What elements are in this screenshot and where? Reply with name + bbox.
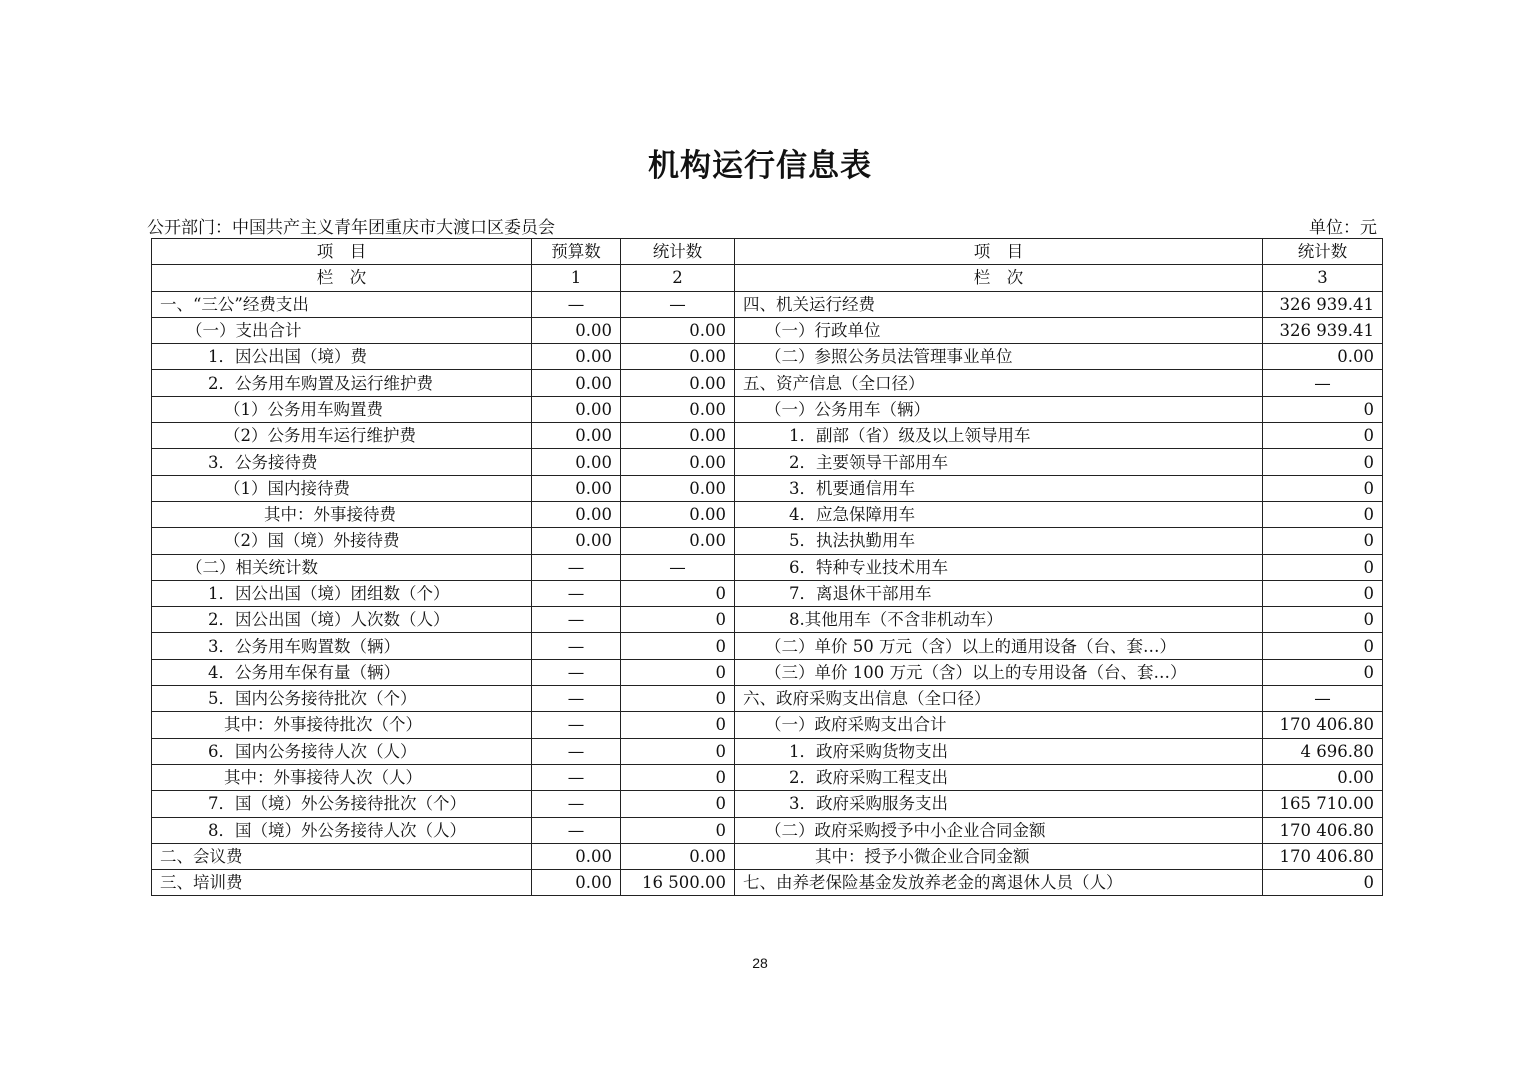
budget-value: 0.00 xyxy=(532,528,621,554)
left-item: （二）相关统计数 xyxy=(152,554,532,580)
right-item: 6．特种专业技术用车 xyxy=(735,554,1263,580)
budget-value: 0.00 xyxy=(532,423,621,449)
right-item: 五、资产信息（全口径） xyxy=(735,370,1263,396)
header-item-right: 项 目 xyxy=(735,239,1263,265)
budget-value: — xyxy=(532,554,621,580)
right-item: （二）政府采购授予中小企业合同金额 xyxy=(735,817,1263,843)
column-label-right: 栏 次 xyxy=(735,265,1263,291)
stat-value: 0 xyxy=(621,738,735,764)
right-item: 其中：授予小微企业合同金额 xyxy=(735,843,1263,869)
table-row xyxy=(152,764,1383,790)
right-item: 七、由养老保险基金发放养老金的离退休人员（人） xyxy=(735,870,1263,896)
table-row xyxy=(152,843,1383,869)
table-row xyxy=(152,423,1383,449)
stat-value: 0.00 xyxy=(621,528,735,554)
budget-value: 0.00 xyxy=(532,870,621,896)
stat-value: 0.00 xyxy=(621,475,735,501)
left-item: （一）支出合计 xyxy=(152,317,532,343)
stat-value: 0.00 xyxy=(621,344,735,370)
stat-value: 0 xyxy=(621,580,735,606)
left-item: 其中：外事接待人次（人） xyxy=(152,764,532,790)
budget-value: — xyxy=(532,738,621,764)
table-row xyxy=(152,344,1383,370)
page-title: 机构运行信息表 xyxy=(648,148,872,184)
column-number-3: 3 xyxy=(1263,265,1383,291)
left-item: 1．因公出国（境）团组数（个） xyxy=(152,580,532,606)
budget-value: 0.00 xyxy=(532,475,621,501)
right-stat-value: 0 xyxy=(1263,528,1383,554)
budget-value: — xyxy=(532,712,621,738)
right-stat-value: 0 xyxy=(1263,580,1383,606)
right-stat-value: 170 406.80 xyxy=(1263,817,1383,843)
right-item: （二）单价 50 万元（含）以上的通用设备（台、套…） xyxy=(735,633,1263,659)
table-row xyxy=(152,817,1383,843)
stat-value: 0.00 xyxy=(621,317,735,343)
left-item: 6．国内公务接待人次（人） xyxy=(152,738,532,764)
right-stat-value: 0 xyxy=(1263,475,1383,501)
right-item: 1．政府采购货物支出 xyxy=(735,738,1263,764)
unit-label: 单位：元 xyxy=(1309,218,1377,238)
budget-value: 0.00 xyxy=(532,449,621,475)
left-item: （2）国（境）外接待费 xyxy=(152,528,532,554)
stat-value: 0 xyxy=(621,764,735,790)
right-item: 3．机要通信用车 xyxy=(735,475,1263,501)
budget-value: 0.00 xyxy=(532,501,621,527)
stat-value: 0 xyxy=(621,817,735,843)
left-item: 二、会议费 xyxy=(152,843,532,869)
right-stat-value: 0 xyxy=(1263,633,1383,659)
table-row xyxy=(152,738,1383,764)
left-item: 8．国（境）外公务接待人次（人） xyxy=(152,817,532,843)
left-item: （2）公务用车运行维护费 xyxy=(152,423,532,449)
page-number: 28 xyxy=(752,955,768,971)
right-item: （一）行政单位 xyxy=(735,317,1263,343)
right-stat-value: 326 939.41 xyxy=(1263,291,1383,317)
budget-value: — xyxy=(532,607,621,633)
budget-value: 0.00 xyxy=(532,396,621,422)
stat-value: 0.00 xyxy=(621,370,735,396)
right-stat-value: 0 xyxy=(1263,607,1383,633)
budget-value: 0.00 xyxy=(532,317,621,343)
header-stat: 统计数 xyxy=(621,239,735,265)
right-item: 5．执法执勤用车 xyxy=(735,528,1263,554)
right-item: 1．副部（省）级及以上领导用车 xyxy=(735,423,1263,449)
left-item: 一、“三公”经费支出 xyxy=(152,291,532,317)
right-item: 7．离退休干部用车 xyxy=(735,580,1263,606)
column-number-2: 2 xyxy=(621,265,735,291)
stat-value: 0.00 xyxy=(621,501,735,527)
budget-value: — xyxy=(532,791,621,817)
department-label: 公开部门：中国共产主义青年团重庆市大渡口区委员会 xyxy=(147,218,555,238)
right-stat-value: 4 696.80 xyxy=(1263,738,1383,764)
table-row xyxy=(152,607,1383,633)
right-stat-value: 0 xyxy=(1263,501,1383,527)
stat-value: 0 xyxy=(621,791,735,817)
right-item: 4．应急保障用车 xyxy=(735,501,1263,527)
right-stat-value: 0 xyxy=(1263,423,1383,449)
right-item: （一）公务用车（辆） xyxy=(735,396,1263,422)
right-stat-value: — xyxy=(1263,686,1383,712)
stat-value: 0.00 xyxy=(621,396,735,422)
left-item: 4．公务用车保有量（辆） xyxy=(152,659,532,685)
left-item: 三、培训费 xyxy=(152,870,532,896)
header-budget: 预算数 xyxy=(532,239,621,265)
stat-value: 0.00 xyxy=(621,449,735,475)
budget-value: 0.00 xyxy=(532,843,621,869)
column-label-left: 栏 次 xyxy=(152,265,532,291)
left-item: 1．因公出国（境）费 xyxy=(152,344,532,370)
right-stat-value: 0 xyxy=(1263,554,1383,580)
stat-value: 0 xyxy=(621,607,735,633)
right-stat-value: 326 939.41 xyxy=(1263,317,1383,343)
header-item-left: 项 目 xyxy=(152,239,532,265)
header-row xyxy=(152,239,1383,265)
budget-value: 0.00 xyxy=(532,344,621,370)
column-number-row xyxy=(152,265,1383,291)
table-row xyxy=(152,686,1383,712)
budget-value: — xyxy=(532,686,621,712)
budget-value: — xyxy=(532,817,621,843)
right-item: 六、政府采购支出信息（全口径） xyxy=(735,686,1263,712)
column-number-1: 1 xyxy=(532,265,621,291)
table-row xyxy=(152,712,1383,738)
table-row xyxy=(152,633,1383,659)
table-row xyxy=(152,317,1383,343)
right-item: （一）政府采购支出合计 xyxy=(735,712,1263,738)
table-row xyxy=(152,291,1383,317)
budget-value: — xyxy=(532,659,621,685)
table-row xyxy=(152,370,1383,396)
right-stat-value: 170 406.80 xyxy=(1263,843,1383,869)
table-row xyxy=(152,870,1383,896)
table-row xyxy=(152,501,1383,527)
table-row xyxy=(152,554,1383,580)
right-stat-value: 0 xyxy=(1263,870,1383,896)
right-stat-value: 170 406.80 xyxy=(1263,712,1383,738)
stat-value: 0 xyxy=(621,633,735,659)
budget-value: — xyxy=(532,764,621,790)
right-stat-value: — xyxy=(1263,370,1383,396)
table-row xyxy=(152,475,1383,501)
table-row xyxy=(152,659,1383,685)
right-item: 3．政府采购服务支出 xyxy=(735,791,1263,817)
budget-value: 0.00 xyxy=(532,370,621,396)
stat-value: 0 xyxy=(621,686,735,712)
budget-value: — xyxy=(532,291,621,317)
right-item: 8.其他用车（不含非机动车） xyxy=(735,607,1263,633)
right-stat-value: 0.00 xyxy=(1263,764,1383,790)
right-item: （三）单价 100 万元（含）以上的专用设备（台、套…） xyxy=(735,659,1263,685)
left-item: 3．公务用车购置数（辆） xyxy=(152,633,532,659)
right-stat-value: 0 xyxy=(1263,396,1383,422)
budget-value: — xyxy=(532,580,621,606)
stat-value: — xyxy=(621,291,735,317)
right-item: 四、机关运行经费 xyxy=(735,291,1263,317)
right-stat-value: 0 xyxy=(1263,449,1383,475)
info-table xyxy=(151,238,1383,896)
table-row xyxy=(152,449,1383,475)
table-row xyxy=(152,791,1383,817)
left-item: 5．国内公务接待批次（个） xyxy=(152,686,532,712)
stat-value: — xyxy=(621,554,735,580)
left-item: 2．因公出国（境）人次数（人） xyxy=(152,607,532,633)
stat-value: 0 xyxy=(621,659,735,685)
table-row xyxy=(152,396,1383,422)
right-item: 2．主要领导干部用车 xyxy=(735,449,1263,475)
right-stat-value: 165 710.00 xyxy=(1263,791,1383,817)
left-item: 7．国（境）外公务接待批次（个） xyxy=(152,791,532,817)
right-item: 2．政府采购工程支出 xyxy=(735,764,1263,790)
right-stat-value: 0.00 xyxy=(1263,344,1383,370)
stat-value: 0.00 xyxy=(621,843,735,869)
left-item: （1）国内接待费 xyxy=(152,475,532,501)
stat-value: 16 500.00 xyxy=(621,870,735,896)
left-item: 3．公务接待费 xyxy=(152,449,532,475)
table-row xyxy=(152,528,1383,554)
stat-value: 0.00 xyxy=(621,423,735,449)
left-item: 其中：外事接待费 xyxy=(152,501,532,527)
right-item: （二）参照公务员法管理事业单位 xyxy=(735,344,1263,370)
left-item: （1）公务用车购置费 xyxy=(152,396,532,422)
right-stat-value: 0 xyxy=(1263,659,1383,685)
table-row xyxy=(152,580,1383,606)
left-item: 其中：外事接待批次（个） xyxy=(152,712,532,738)
stat-value: 0 xyxy=(621,712,735,738)
header-stat-right: 统计数 xyxy=(1263,239,1383,265)
left-item: 2．公务用车购置及运行维护费 xyxy=(152,370,532,396)
budget-value: — xyxy=(532,633,621,659)
